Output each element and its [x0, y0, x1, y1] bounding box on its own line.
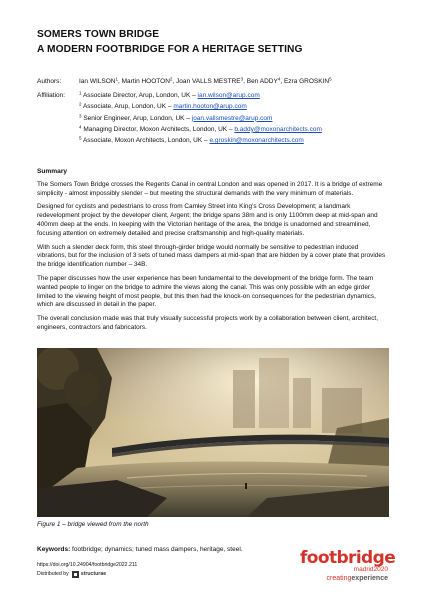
paper-title: [37, 27, 303, 57]
title-line-1: SOMERS TOWN BRIDGE: [37, 29, 160, 40]
author-name: Ian WILSON: [79, 78, 116, 85]
affiliation-item: [79, 90, 322, 101]
email-link[interactable]: joan.vallsmestre@arup.com: [191, 114, 273, 122]
footbridge-place: madrid2020: [353, 566, 388, 573]
doi-link[interactable]: https://doi.org/10.24904/footbridge2022.211: [37, 562, 138, 568]
affiliation-text: Associate, Moxon Architects, London, UK –: [82, 137, 210, 145]
affiliation-sup: 2: [79, 101, 82, 107]
email-link[interactable]: martin.hooton@arup.com: [173, 103, 247, 111]
bridge-photo: [37, 348, 389, 517]
summary-section: [37, 168, 389, 338]
affiliation-label: Affiliation:: [37, 92, 66, 100]
summary-paragraph: The overall conclusion made was that truly visually successful projects work by a collaboration between client, architect, engineers, contractors and fabricators.: [37, 315, 378, 331]
affiliation-item: [79, 135, 322, 146]
title-line-2: A MODERN FOOTBRIDGE FOR A HERITAGE SETTING: [37, 44, 303, 55]
authors-row: [37, 76, 397, 87]
structurae-name: structurae: [80, 571, 107, 577]
affiliation-item: [79, 124, 322, 135]
summary-paragraph: Designed for cyclists and pedestrians to cross from Camley Street into King’s Cross Development; a landmark redevelopment project by the developer client, Argent; the bridge spans 38m and is only 1100mm deep at mid-span and 400mm deep at the ends. In keeping with the Victorian heritage of the area, the bridge is unadorned and streamlined, focusing attention on extremely detailed and precise craftsmanship and high-quality materials.: [37, 203, 378, 237]
affiliation-sup: 3: [79, 113, 82, 119]
footbridge-word: footbridge: [300, 548, 396, 568]
affiliation-sup: 5: [79, 135, 82, 141]
author-sup: 1: [115, 76, 118, 82]
keywords-label: Keywords:: [37, 546, 71, 553]
author-sup: 5: [329, 76, 332, 82]
keywords-text: footbridge; dynamics; tuned mass dampers, heritage, steel.: [72, 546, 243, 553]
structurae-icon: [72, 571, 79, 578]
summary-paragraph: The paper discusses how the user experience has been fundamental to the development of the bridge form. The team wanted people to linger on the bridge to admire the views along the canal. This was only possible with an edge girder limited to the viewing height of most people, but this then had the knock-on consequences for the pedestrian dynamics, which are discussed in detail in the paper.: [37, 274, 376, 309]
authors-affiliations: [37, 76, 397, 146]
author-name: Ezra GROSKIN: [283, 78, 330, 85]
affiliation-text: Senior Engineer, Arup, London, UK –: [83, 114, 192, 122]
affiliation-text: Associate, Arup, London, UK –: [82, 103, 174, 111]
author-name: Joan VALLS MESTRE: [176, 78, 241, 85]
affiliations-row: [37, 90, 397, 146]
footbridge-logo: [300, 548, 396, 583]
affiliation-item: [79, 113, 322, 124]
author-name: Ben ADDY: [246, 78, 278, 85]
tagline-part-2: experience: [351, 575, 388, 582]
summary-heading: Summary: [37, 168, 68, 175]
authors-list: Ian WILSON$^1$, Martin HOOTON$^2$, Joan VALLS MESTRE$^3$, Ben ADDY$^4$, Ezra GROSKIN$^5$: [79, 76, 332, 85]
affiliation-sup: 1: [79, 90, 82, 96]
keywords: [37, 546, 243, 553]
structurae-logo[interactable]: [72, 570, 106, 579]
summary-paragraph: With such a slender deck form, this steel through-girder bridge would normally be sensitive to pedestrian induced vibrations, but for the inclusion of 3 sets of tuned mass dampers at mid-span that are hidden by a cover plate that provides the bridge identification number – 34B.: [37, 243, 386, 269]
summary-paragraph: The Somers Town Bridge crosses the Regents Canal in central London and was opened in 2017. It is a bridge of extreme simplicity - almost impossibly slender – but meeting the structural demands with the very minimum of materials.: [37, 180, 383, 197]
affiliation-list: [79, 90, 322, 146]
doi-block: [37, 561, 137, 579]
figure-caption: Figure 1 – bridge viewed from the north: [37, 521, 149, 528]
tagline-part-1: creating: [326, 575, 352, 582]
distributed-by-label: Distributed by: [37, 571, 69, 577]
distributed-by: [37, 570, 137, 579]
email-link[interactable]: e.groskin@moxonarchitects.com: [209, 137, 304, 145]
author-sup: 4: [277, 76, 281, 82]
affiliation-text: Managing Director, Moxon Architects, London, UK –: [83, 125, 235, 133]
author-sup: 3: [240, 76, 244, 82]
affiliation-item: [79, 101, 322, 112]
email-link[interactable]: b.addy@moxonarchitects.com: [234, 125, 322, 133]
email-link[interactable]: ian.wilson@arup.com: [197, 92, 260, 100]
footbridge-tagline: [300, 574, 390, 583]
affiliation-sup: 4: [79, 124, 82, 130]
author-name: Martin HOOTON: [121, 78, 170, 85]
author-sup: 2: [169, 76, 173, 82]
affiliation-text: Associate Director, Arup, London, UK –: [82, 92, 198, 100]
authors-label: Authors:: [37, 78, 62, 85]
